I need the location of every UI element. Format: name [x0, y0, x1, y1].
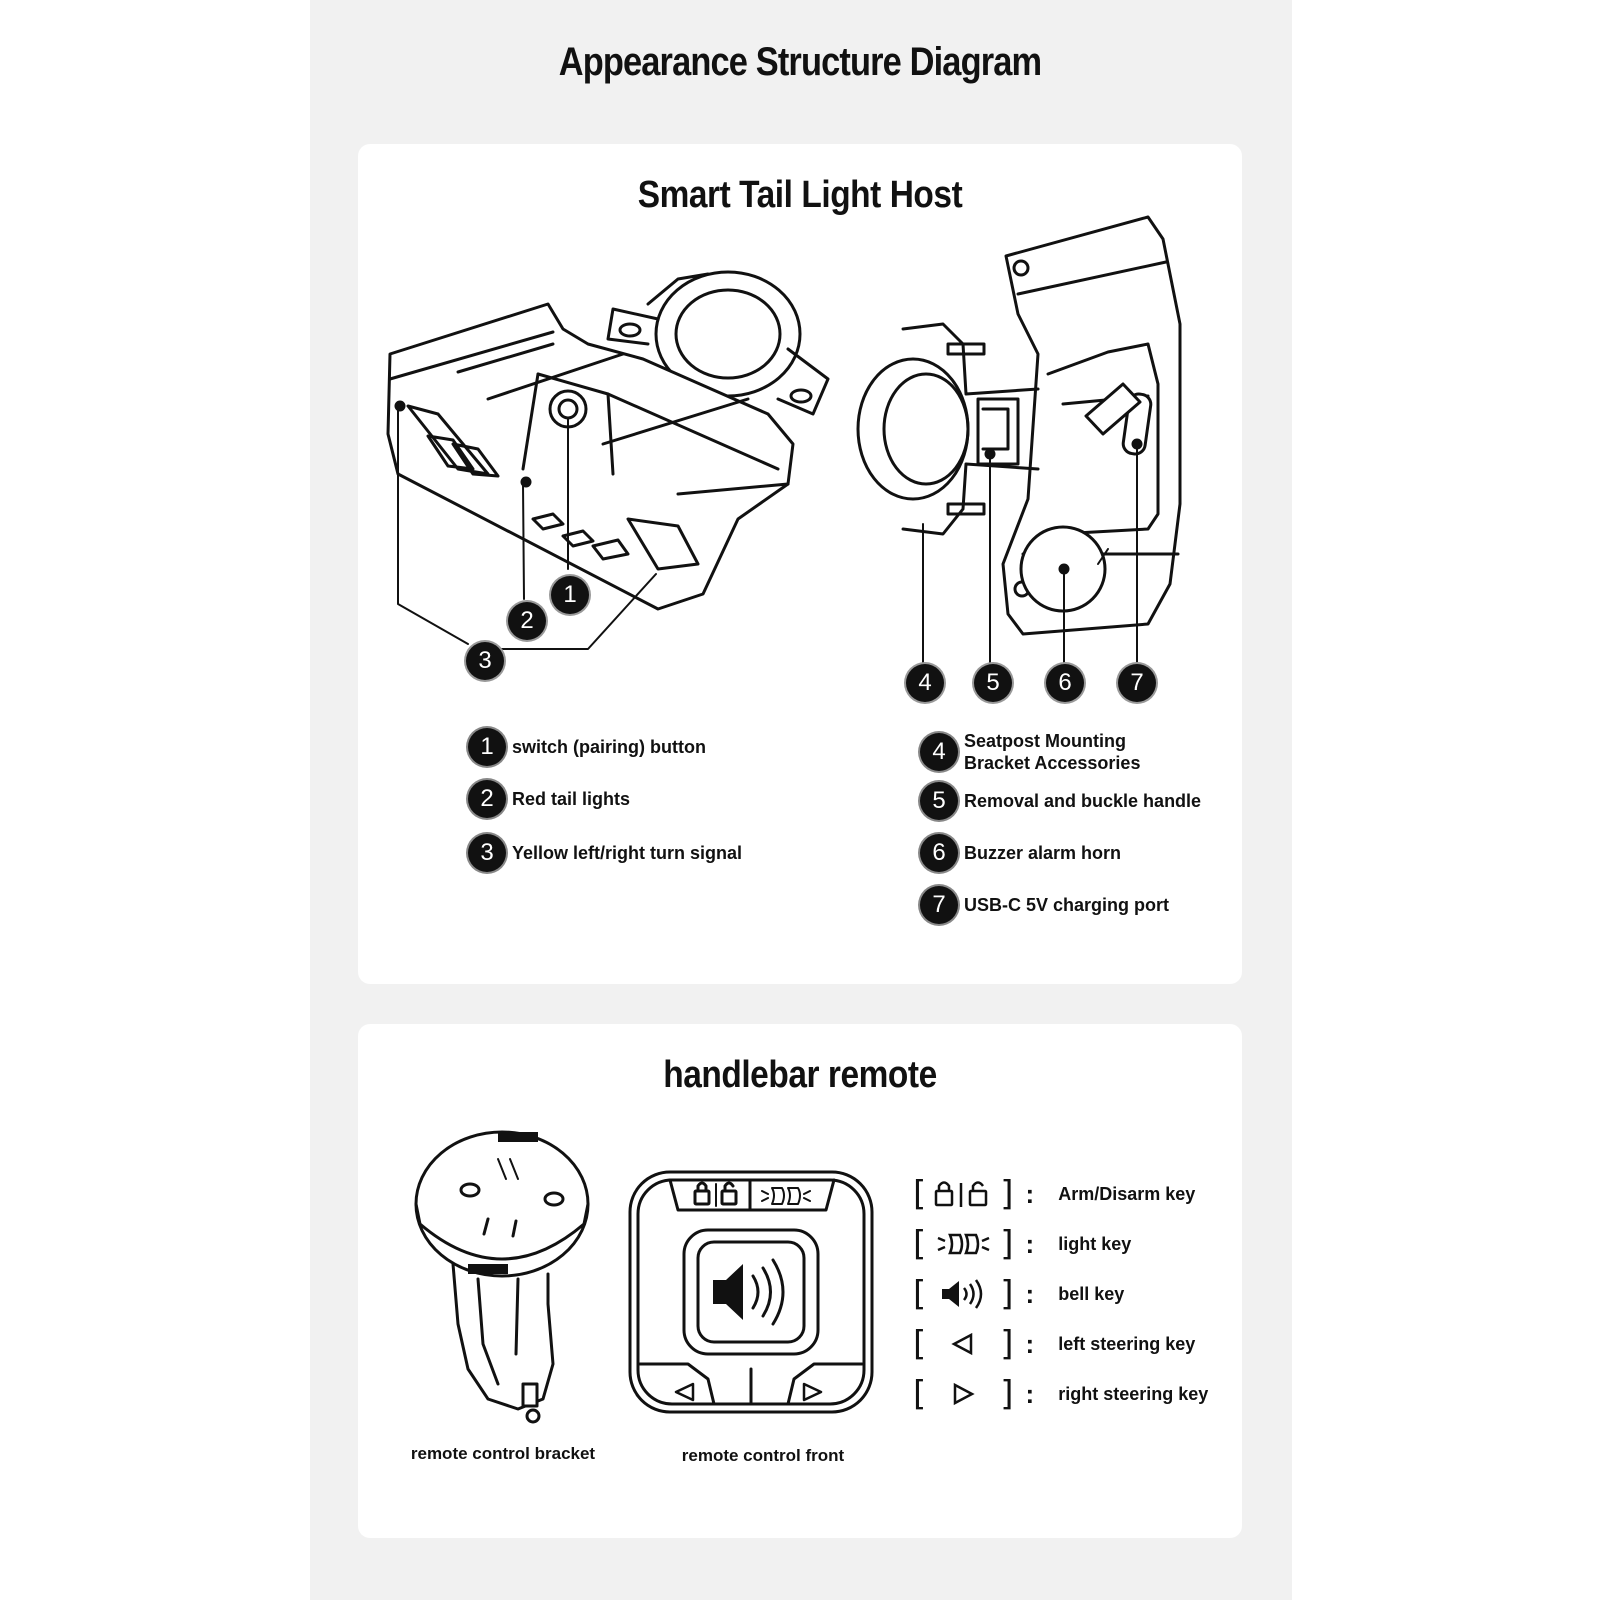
callout-5: 5: [974, 664, 1012, 702]
bracket-close: ]: [1000, 1174, 1014, 1214]
legend-text: Yellow left/right turn signal: [512, 843, 743, 863]
legend-badge: 6: [920, 834, 958, 872]
bracket-open: [: [913, 1324, 927, 1364]
key-label: right steering key: [1058, 1383, 1209, 1404]
bracket-caption: remote control bracket: [410, 1444, 596, 1463]
legend-badge: 2: [468, 780, 506, 818]
colon: :: [1025, 1378, 1035, 1409]
legend-item-7: [920, 886, 1169, 924]
bracket-close: ]: [1000, 1324, 1014, 1364]
legend-item-5: [920, 782, 1201, 820]
speaker-icon: [926, 1277, 1000, 1311]
callout-3: 3: [466, 642, 504, 680]
colon: :: [1025, 1178, 1035, 1209]
host-title: Smart Tail Light Host: [637, 174, 963, 216]
callout-6: 6: [1046, 664, 1084, 702]
legend-badge: 1: [468, 728, 506, 766]
bracket-close: ]: [1000, 1374, 1014, 1414]
left-triangle-icon: [926, 1327, 1000, 1361]
legend-badge: 3: [468, 834, 506, 872]
key-row-arm: [913, 1174, 1195, 1214]
callout-2: 2: [508, 602, 546, 640]
light-icon: [926, 1227, 1000, 1261]
colon: :: [1025, 1278, 1035, 1309]
front-caption: remote control front: [681, 1446, 845, 1465]
handlebar-remote-card: [358, 1024, 1242, 1538]
callout-7: 7: [1118, 664, 1156, 702]
key-label: Arm/Disarm key: [1058, 1183, 1196, 1204]
bracket-open: [: [913, 1274, 927, 1314]
legend-item-6: [920, 834, 1121, 872]
legend-item-1: [468, 728, 706, 766]
key-row-right: [913, 1374, 1208, 1414]
colon: :: [1025, 1328, 1035, 1359]
legend-item-2: [468, 780, 630, 818]
colon: :: [1025, 1228, 1035, 1259]
legend-item-4: [920, 730, 1190, 774]
callout-4: 4: [906, 664, 944, 702]
legend-text: USB-C 5V charging port: [964, 895, 1170, 915]
lock-unlock-icon: [926, 1177, 1000, 1211]
bracket-close: ]: [1000, 1224, 1014, 1264]
legend-text: Seatpost Mounting Bracket Accessories: [964, 731, 1141, 773]
key-row-bell: [913, 1274, 1124, 1314]
tail-light-host-card: [358, 144, 1242, 984]
legend-badge: 4: [920, 733, 958, 771]
bracket-open: [: [913, 1374, 927, 1414]
legend-badge: 5: [920, 782, 958, 820]
key-label: bell key: [1058, 1283, 1125, 1304]
remote-bracket-drawing: [416, 1132, 588, 1422]
remote-title: handlebar remote: [663, 1054, 937, 1096]
legend-text: Removal and buckle handle: [964, 791, 1202, 811]
legend-item-3: [468, 834, 742, 872]
tail-light-body-drawing: [388, 272, 828, 649]
bracket-close: ]: [1000, 1274, 1014, 1314]
bracket-open: [: [913, 1174, 927, 1214]
remote-front-drawing: [630, 1172, 872, 1412]
right-triangle-icon: [926, 1377, 1000, 1411]
key-label: light key: [1058, 1233, 1132, 1254]
key-row-light: [913, 1224, 1131, 1264]
page-title: Appearance Structure Diagram: [558, 40, 1042, 84]
legend-text: Red tail lights: [512, 789, 631, 809]
bracket-open: [: [913, 1224, 927, 1264]
key-row-left: [913, 1324, 1195, 1364]
callout-1: 1: [551, 576, 589, 614]
tail-light-back-drawing: [858, 217, 1180, 664]
key-label: left steering key: [1058, 1333, 1196, 1354]
legend-badge: 7: [920, 886, 958, 924]
legend-text: switch (pairing) button: [512, 737, 706, 757]
legend-text: Buzzer alarm horn: [964, 843, 1122, 863]
